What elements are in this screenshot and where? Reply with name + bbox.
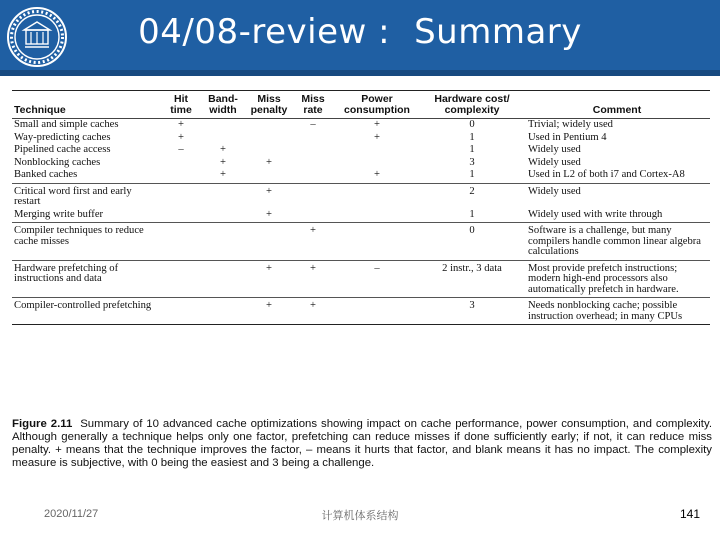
cell-bandwidth: + — [200, 169, 246, 183]
cell-hit-time: + — [178, 119, 184, 130]
slide-header — [0, 0, 720, 76]
cell-comment: Widely used — [528, 185, 581, 197]
cell-technique: Merging write buffer — [12, 209, 162, 223]
optimization-table — [12, 90, 710, 325]
cell-hit-time — [162, 223, 200, 261]
cell-technique: Nonblocking caches — [14, 156, 101, 168]
cell-miss-rate: + — [292, 223, 334, 261]
cell-power — [334, 144, 420, 157]
cell-miss-penalty — [246, 132, 292, 145]
cell-power — [334, 223, 420, 261]
cell-power — [334, 157, 420, 170]
cell-miss-rate: + — [292, 260, 334, 298]
header-hardware-cost: Hardware cost/ complexity — [420, 91, 524, 119]
slide-title-right: Summary — [414, 12, 582, 52]
table-header-row — [12, 91, 710, 119]
cell-complexity: 2 instr., 3 data — [420, 260, 524, 298]
cell-miss-rate — [292, 169, 334, 183]
cell-complexity: 3 — [420, 298, 524, 325]
cell-complexity: 1 — [420, 169, 524, 183]
slide-title — [0, 12, 720, 52]
cell-technique: Compiler techniques to reduce cache misses — [12, 223, 162, 261]
cell-complexity: 0 — [420, 223, 524, 261]
cell-comment: Used in Pentium 4 — [528, 131, 607, 143]
cell-bandwidth: + — [220, 156, 226, 168]
footer-course: 计算机体系结构 — [321, 509, 399, 522]
table-row — [12, 209, 710, 223]
cell-complexity: 1 — [420, 209, 524, 223]
header-comment: Comment — [524, 91, 710, 119]
cell-power: + — [334, 169, 420, 183]
table-row — [12, 298, 710, 325]
page-number: 141 — [679, 507, 700, 521]
cell-power — [334, 298, 420, 325]
cell-bandwidth: + — [220, 144, 226, 155]
cell-complexity: 1 — [469, 144, 475, 155]
cell-technique: Pipelined cache access — [14, 144, 111, 155]
table-row — [12, 132, 710, 145]
cell-miss-rate — [292, 132, 334, 145]
header-shade — [0, 70, 720, 76]
cell-hit-time — [162, 183, 200, 209]
cell-comment: Widely used — [528, 144, 581, 155]
header-technique: Technique — [12, 91, 162, 119]
cell-miss-penalty: + — [266, 185, 272, 197]
cell-power — [334, 183, 420, 209]
cell-bandwidth — [200, 132, 246, 145]
cell-hit-time — [162, 157, 200, 170]
cell-miss-rate — [292, 157, 334, 170]
cell-bandwidth — [200, 209, 246, 223]
cell-miss-rate: – — [310, 119, 316, 130]
cell-power: + — [374, 119, 380, 130]
cell-bandwidth — [200, 260, 246, 298]
cell-bandwidth — [200, 223, 246, 261]
cell-hit-time — [162, 260, 200, 298]
cell-technique: Banked caches — [12, 169, 162, 183]
cell-hit-time — [162, 169, 200, 183]
cell-comment: Widely used with write through — [524, 209, 710, 223]
cell-hit-time: + — [178, 131, 184, 143]
cell-power — [334, 209, 420, 223]
cell-comment: Needs nonblocking cache; possible instruction overhead; in many CPUs — [524, 298, 710, 325]
cell-miss-rate — [292, 209, 334, 223]
cell-hit-time — [162, 209, 200, 223]
table-row — [12, 144, 710, 157]
table-row — [12, 260, 710, 298]
header-power-consumption: Power consumption — [334, 91, 420, 119]
cell-technique: Hardware prefetching of instructions and data — [12, 260, 162, 298]
cell-miss-penalty — [246, 169, 292, 183]
cell-miss-penalty: + — [246, 260, 292, 298]
cell-technique: Compiler-controlled prefetching — [12, 298, 162, 325]
header-miss-penalty: Miss penalty — [246, 91, 292, 119]
cell-miss-penalty: + — [246, 209, 292, 223]
table-row — [12, 157, 710, 170]
cell-miss-rate — [292, 144, 334, 157]
cell-miss-penalty: + — [266, 156, 272, 168]
slide-title-left: 04/08-review : — [138, 12, 391, 52]
caption-text: Summary of 10 advanced cache optimizations showing impact on cache performance, power consumption, and complexity. Although generally a technique helps only one factor, prefetching can reduce misses if done sufficiently early; if not, it can reduce miss penalty. + means that the technique improves the factor, – means it hurts that factor, and blank means it has no impact. The complexity measure is subjective, with 0 being the easiest and 3 being a challenge. — [12, 418, 712, 469]
table-row — [12, 223, 710, 261]
header-miss-rate: Miss rate — [292, 91, 334, 119]
cell-technique: Small and simple caches — [14, 119, 119, 130]
cell-complexity: 0 — [469, 119, 475, 130]
cell-miss-penalty: + — [246, 298, 292, 325]
cell-complexity: 3 — [469, 156, 475, 168]
table-row — [12, 183, 710, 209]
cell-bandwidth — [200, 183, 246, 209]
cell-miss-penalty — [246, 223, 292, 261]
header-bandwidth: Band-width — [200, 91, 246, 119]
cell-hit-time: – — [178, 144, 184, 155]
cell-hit-time — [162, 298, 200, 325]
cell-comment: Used in L2 of both i7 and Cortex-A8 — [524, 169, 710, 183]
cell-technique: Critical word first and early restart — [14, 185, 132, 207]
cell-miss-penalty — [246, 119, 292, 132]
cell-comment: Widely used — [528, 156, 581, 168]
cell-miss-penalty — [246, 144, 292, 157]
cell-miss-rate — [292, 183, 334, 209]
table-row — [12, 169, 710, 183]
cell-bandwidth — [200, 298, 246, 325]
cell-comment: Trivial; widely used — [528, 119, 613, 130]
table-row — [12, 119, 710, 132]
cell-bandwidth — [200, 119, 246, 132]
header-hit-time: Hit time — [162, 91, 200, 119]
figure-2-11 — [8, 86, 712, 486]
cell-complexity: 2 — [469, 185, 475, 197]
cell-complexity: 1 — [469, 131, 475, 143]
cell-power: + — [374, 131, 380, 143]
cell-technique: Way-predicting caches — [14, 131, 111, 143]
cell-power: – — [334, 260, 420, 298]
figure-caption — [12, 418, 712, 470]
cell-comment: Software is a challenge, but many compilers handle common linear algebra calculations — [524, 223, 710, 261]
cell-miss-rate: + — [292, 298, 334, 325]
caption-label: Figure 2.11 — [12, 418, 73, 430]
footer-date: 2020/11/27 — [44, 508, 99, 520]
cell-comment: Most provide prefetch instructions; modern high-end processors also automatically prefetch in hardware. — [524, 260, 710, 298]
